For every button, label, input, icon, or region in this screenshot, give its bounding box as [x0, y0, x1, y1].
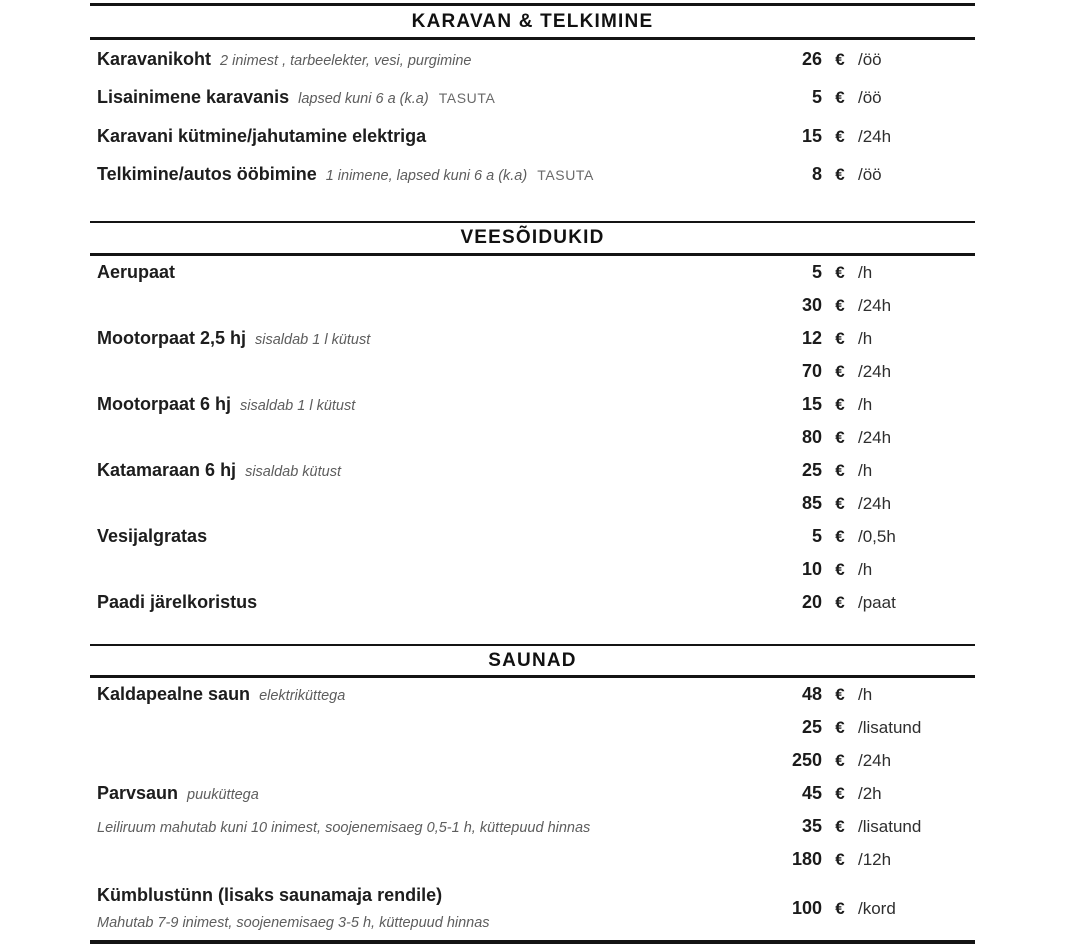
price-row	[90, 810, 975, 843]
price-unit: /24h	[858, 126, 892, 146]
price-cell	[766, 427, 975, 448]
price-value: 20	[801, 592, 822, 612]
section-veesoidukid	[90, 221, 975, 619]
price-value: 45	[801, 783, 822, 803]
item-name: Kümblustünn (lisaks saunamaja rendile)	[97, 885, 443, 905]
price-row	[90, 117, 975, 156]
price-value: 5	[811, 87, 822, 108]
euro-sign: €	[835, 395, 845, 414]
price-cell	[766, 460, 975, 481]
section-saunad	[90, 644, 975, 940]
item-cell	[90, 783, 766, 804]
euro-sign: €	[835, 560, 845, 579]
price-row	[90, 487, 975, 520]
price-value: 35	[801, 816, 822, 836]
price-unit: /öö	[858, 88, 882, 108]
item-description: sisaldab kütust	[245, 464, 341, 480]
price-cell	[766, 684, 975, 705]
price-cell	[766, 295, 975, 316]
price-value: 8	[811, 164, 822, 185]
item-name: Paadi järelkoristus	[97, 592, 258, 612]
free-badge: TASUTA	[438, 90, 496, 107]
price-row	[90, 777, 975, 810]
price-unit: /h	[858, 461, 873, 480]
price-value: 26	[801, 48, 822, 69]
item-description: sisaldab 1 l kütust	[255, 332, 371, 348]
price-row	[90, 454, 975, 487]
price-row	[90, 520, 975, 553]
euro-sign: €	[835, 784, 845, 803]
price-row	[90, 256, 975, 289]
price-unit: /h	[858, 263, 873, 282]
item-name: Vesijalgratas	[97, 526, 208, 546]
price-cell	[766, 87, 975, 108]
price-row	[90, 79, 975, 118]
price-value: 15	[801, 394, 822, 414]
price-row-kumblustunn	[90, 876, 975, 940]
euro-sign: €	[835, 49, 845, 69]
price-row	[90, 586, 975, 619]
price-unit: /h	[858, 560, 873, 579]
item-description: sisaldab 1 l kütust	[240, 398, 356, 414]
item-cell	[90, 885, 766, 931]
item-cell	[90, 592, 766, 613]
item-name: Lisainimene karavanis	[97, 87, 290, 108]
price-cell	[766, 783, 975, 804]
section-header	[90, 221, 975, 256]
price-value: 48	[801, 684, 822, 704]
price-value: 12	[801, 328, 822, 348]
price-cell	[766, 717, 975, 738]
euro-sign: €	[835, 296, 845, 315]
price-unit: /12h	[858, 850, 892, 869]
item-cell	[90, 394, 766, 415]
price-unit: /paat	[858, 593, 896, 612]
price-value: 10	[801, 559, 822, 579]
price-row	[90, 421, 975, 454]
price-cell	[766, 816, 975, 837]
item-description: lapsed kuni 6 a (k.a)	[298, 91, 429, 108]
euro-sign: €	[835, 685, 845, 704]
price-row	[90, 156, 975, 195]
price-row	[90, 289, 975, 322]
price-value: 15	[801, 125, 822, 146]
section-title: KARAVAN & TELKIMINE	[411, 10, 654, 32]
euro-sign: €	[835, 428, 845, 447]
price-unit: /24h	[858, 751, 892, 770]
item-cell	[90, 328, 766, 349]
euro-sign: €	[835, 263, 845, 282]
price-cell	[766, 49, 975, 70]
price-cell	[766, 394, 975, 415]
price-row	[90, 744, 975, 777]
item-cell	[90, 49, 766, 70]
section-header	[90, 644, 975, 678]
item-name: Karavanikoht	[97, 48, 212, 69]
price-cell	[766, 493, 975, 514]
price-unit: /h	[858, 685, 873, 704]
item-description: elektriküttega	[259, 688, 346, 704]
price-row	[90, 355, 975, 388]
section-title: VEESÕIDUKID	[460, 227, 605, 248]
item-name: Aerupaat	[97, 262, 176, 282]
price-value: 70	[801, 361, 822, 381]
price-cell	[766, 361, 975, 382]
price-value: 180	[791, 849, 822, 869]
euro-sign: €	[835, 898, 845, 918]
euro-sign: €	[835, 329, 845, 348]
item-description: 2 inimest , tarbeelekter, vesi, purgimine	[220, 52, 472, 69]
price-unit: /24h	[858, 362, 892, 381]
price-unit: /öö	[858, 165, 882, 185]
price-value: 250	[791, 750, 822, 770]
price-row	[90, 711, 975, 744]
price-value: 100	[791, 897, 822, 918]
euro-sign: €	[835, 718, 845, 737]
price-unit: /2h	[858, 784, 882, 803]
item-cell	[90, 126, 766, 147]
item-description: Mahutab 7-9 inimest, soojenemisaeg 3-5 h, küttepuud hinnas	[97, 915, 490, 931]
price-row	[90, 843, 975, 876]
price-cell	[766, 328, 975, 349]
price-cell	[766, 262, 975, 283]
price-cell	[766, 526, 975, 547]
item-name: Mootorpaat 2,5 hj	[97, 328, 247, 348]
item-description: 1 inimene, lapsed kuni 6 a (k.a)	[325, 168, 528, 185]
price-row	[90, 322, 975, 355]
price-cell	[766, 592, 975, 613]
price-row	[90, 388, 975, 421]
price-unit: /h	[858, 329, 873, 348]
price-value: 25	[801, 717, 822, 737]
free-badge: TASUTA	[537, 167, 594, 184]
section-title: SAUNAD	[488, 649, 577, 671]
item-name: Mootorpaat 6 hj	[97, 394, 231, 414]
price-value: 5	[811, 262, 822, 282]
price-cell	[766, 126, 975, 147]
item-cell	[90, 262, 766, 283]
price-cell	[766, 898, 975, 919]
price-unit: /kord	[858, 898, 896, 918]
price-unit: /0,5h	[858, 527, 896, 546]
euro-sign: €	[835, 593, 845, 612]
price-value: 30	[801, 295, 822, 315]
price-unit: /h	[858, 395, 873, 414]
item-name: Telkimine/autos ööbimine	[97, 164, 317, 185]
item-description: puuküttega	[187, 787, 259, 803]
euro-sign: €	[835, 850, 845, 869]
price-row	[90, 40, 975, 79]
euro-sign: €	[835, 817, 845, 836]
euro-sign: €	[835, 494, 845, 513]
price-unit: /24h	[858, 296, 892, 315]
euro-sign: €	[835, 126, 845, 146]
item-name: Katamaraan 6 hj	[97, 460, 237, 480]
price-unit: /24h	[858, 494, 892, 513]
item-name: Karavani kütmine/jahutamine elektriga	[97, 125, 427, 146]
item-name: Kaldapealne saun	[97, 684, 251, 704]
item-cell	[90, 460, 766, 481]
section-karavan-telkimine	[90, 3, 975, 194]
item-cell	[90, 526, 766, 547]
price-row	[90, 553, 975, 586]
price-value: 80	[801, 427, 822, 447]
euro-sign: €	[835, 527, 845, 546]
price-unit: /öö	[858, 49, 882, 69]
item-name: Parvsaun	[97, 783, 179, 803]
price-cell	[766, 559, 975, 580]
price-cell	[766, 164, 975, 185]
euro-sign: €	[835, 88, 845, 108]
item-cell	[90, 164, 766, 185]
price-value: 25	[801, 460, 822, 480]
price-cell	[766, 750, 975, 771]
section-header	[90, 3, 975, 40]
price-row	[90, 678, 975, 711]
price-unit: /lisatund	[858, 817, 922, 836]
item-cell	[90, 684, 766, 705]
price-value: 5	[811, 526, 822, 546]
price-unit: /lisatund	[858, 718, 922, 737]
euro-sign: €	[835, 165, 845, 185]
price-list	[90, 3, 975, 944]
euro-sign: €	[835, 461, 845, 480]
item-cell	[90, 87, 766, 108]
item-description: Leiliruum mahutab kuni 10 inimest, soojenemisaeg 0,5-1 h, küttepuud hinnas	[97, 820, 591, 836]
price-cell	[766, 849, 975, 870]
euro-sign: €	[835, 362, 845, 381]
item-cell	[90, 816, 766, 837]
euro-sign: €	[835, 751, 845, 770]
price-value: 85	[801, 493, 822, 513]
price-unit: /24h	[858, 428, 892, 447]
